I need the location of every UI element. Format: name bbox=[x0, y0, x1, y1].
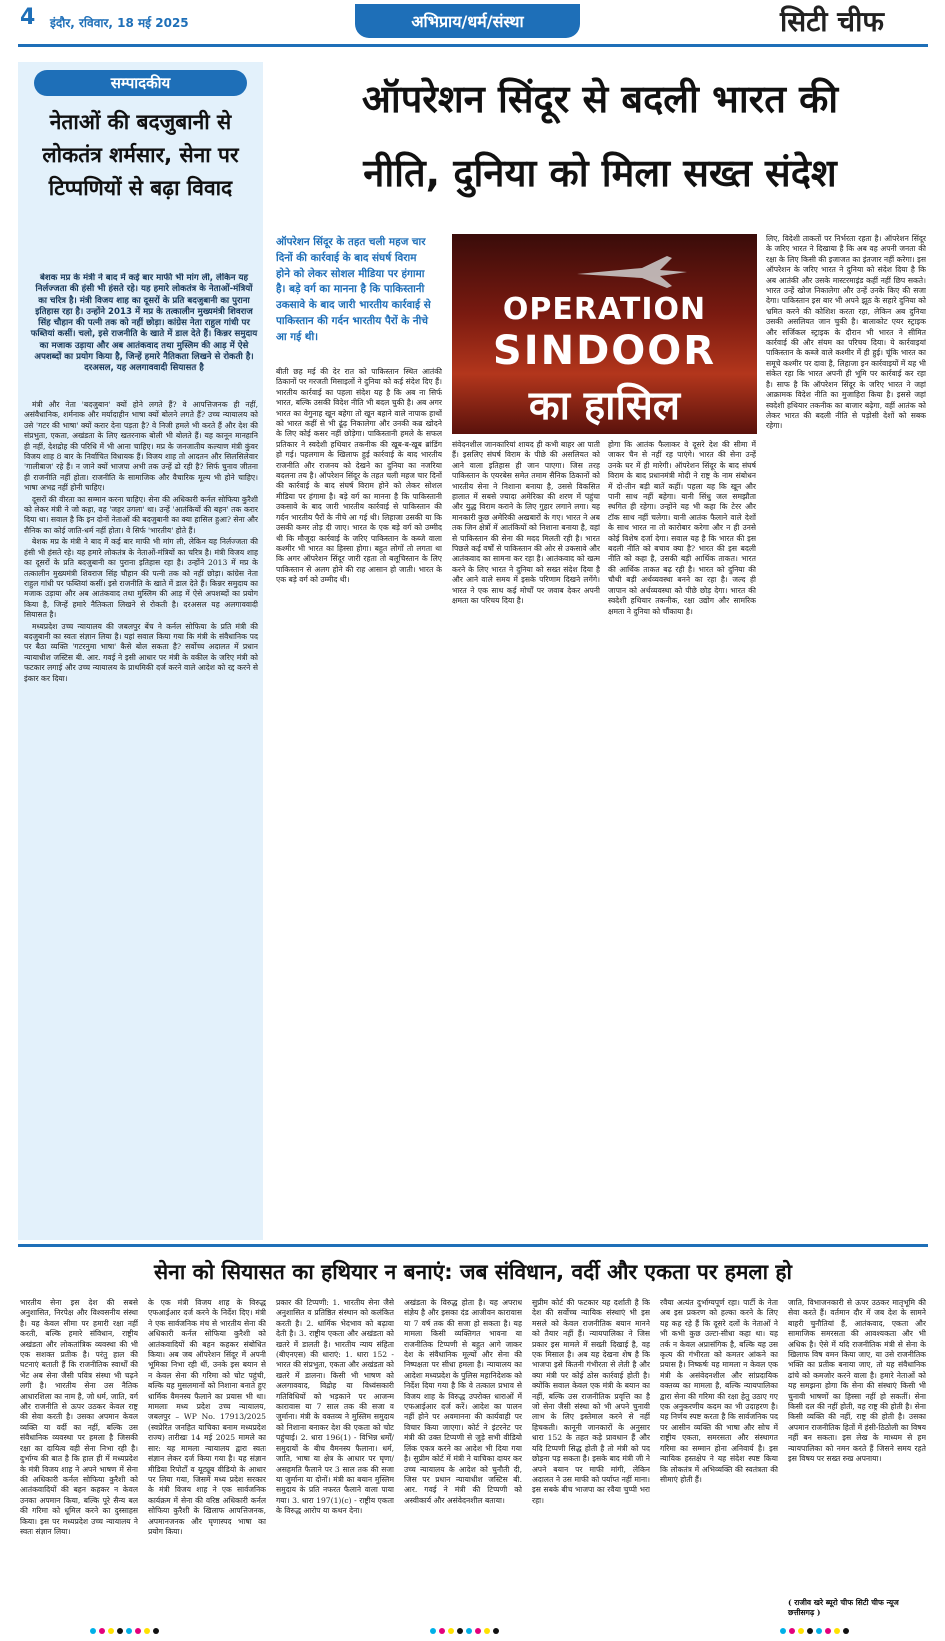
registration-dot bbox=[99, 1628, 105, 1634]
registration-dot bbox=[144, 1628, 150, 1634]
registration-dot bbox=[90, 1628, 96, 1634]
image-title-haasil: का हासिल bbox=[528, 383, 681, 429]
lead-column-2: संवेदनशील जानकारियां शायद ही कभी बाहर आ पाती हैं। इसलिए संघर्ष विराम के पीछे की असलियत को आने वाला इतिहास ही जान पाएगा। जिस तरह पाकिस्तान के एयरबेस समेत तमाम सैनिक ठिकानों को भारतीय सेना ने निशाना बनाया है, उससे विकसित हालात में सबसे ज्यादा अमेरिका की शरण में पहुंचा और युद्ध विराम कराने के लिए गुहार लगाने लगा। यह मानकारी कुछ अमेरिकी अखबारों के गए। भारत ने अब तक जिन क्षेत्रों में आतंकियों को निशाना बनाया है, वहां से पाकिस्तान की सेना की मदद मिलती रही है। भारत पिछले कई वर्षों से पाकिस्तान की ओर से उकसावे और आतंकवाद का सामना कर रहा है। आतंकवाद को खत्म करने के लिए भारत ने दुनिया को सख्त संदेश दिया है और आने वाले समय में इसके परिणाम दिखने लगेंगे। भारत ने एक साथ कई मोर्चों पर जवाब देकर अपनी क्षमता का परिचय दिया है। bbox=[452, 440, 600, 606]
bottom-column-7: जाति, विभाजनकारी से ऊपर उठकर मातृभूमि की सेवा करते हैं। वर्तमान दौर में जब देश के सामने बाहरी चुनौतियां हैं, आतंकवाद, एकता और सामाजिक समरसता की आवश्यकता और भी अधिक है। ऐसे में यदि राजनीतिक मंत्री से सेना के खिलाफ विष वमन किया जाए, या उसे राजनीतिक भक्ति का प्रतीक बनाया जाए, तो यह संवैधानिक ढांचे को कमजोर करने वाला है। हमारे नेताओं को यह समझना होगा कि सेना की संस्थाएं किसी भी चुनावी भाषणों का हिस्सा नहीं हो सकतीं। सेना किसी दल की नहीं होती, वह राष्ट्र की होती है। सेना किसी व्यक्ति की नहीं, राष्ट्र की होती है। उसका अपमान राजनीतिक हितों में हंसी-ठिठोली का विषय नहीं बन सकता। इस लेख के माध्यम से हम न्यायपालिका को नमन करते हैं जिसने समय रहते इस विषय पर सख्त रुख अपनाया। bbox=[788, 1298, 926, 1464]
page-header bbox=[0, 0, 945, 58]
lead-column-4: लिए, विदेशी ताकतों पर निर्भरता रहता है। ऑपरेशन सिंदूर के जरिए भारत ने दिखाया है कि अब वह अपनी जनता की रक्षा के लिए किसी की इजाजत का इंतजार नहीं करेगा। इस ऑपरेशन के जरिए भारत ने दुनिया को संदेश दिया है कि अब आतंकी और उसके मास्टरमाइंड कहीं नहीं छिप सकते। भारत उन्हें खोज निकालेगा और उन्हें उनके किए की सजा देगा। पाकिस्तान इस बार भी अपने झूठ के सहारे दुनिया को भ्रमित करने की कोशिश करता रहा, लेकिन अब दुनिया उसकी असलियत जान चुकी है। बालाकोट एयर स्ट्राइक और सर्जिकल स्ट्राइक के दौरान भी भारत ने सीमित कार्रवाई की और संयम का परिचय दिया। ये कार्रवाइयां पाकिस्तान के कब्जे वाले कश्मीर में ही हुई। चूंकि भारत का समूचे कश्मीर पर दावा है, लिहाजा इन कार्रवाइयों में यह भी संकेत रहा कि भारत अपनी ही भूमि पर कार्रवाई कर रहा है। साफ है कि ऑपरेशन सिंदूर के जरिए भारत ने जहां आक्रामक विदेश नीति का मुजाहिरा किया है। इससे जहां स्वदेशी हथियार तकनीक का बाजार बढ़ेगा, वहीं आतंक को लेकर भारत की बदली नीति से पड़ोसी देशों को सबक रहेगा। bbox=[766, 234, 926, 431]
registration-dot bbox=[493, 1628, 499, 1634]
fighter-jet-icon bbox=[572, 246, 692, 291]
registration-dot bbox=[448, 1628, 454, 1634]
bottom-column-4: अखंडता के विरुद्ध होता है। यह अपराध संज्ञेय है और इसका दंड आजीवन कारावास या 7 वर्ष तक की सजा हो सकता है। यह मामला किसी व्यक्तिगत भावना या राजनीतिक टिप्पणी से बहुत आगे जाकर देश के संवैधानिक मूल्यों और सेना की निष्पक्षता पर सीधा हमला है। न्यायालय का आदेशः मध्यप्रदेश के पुलिस महानिदेशक को निर्देश दिया गया है कि वे तत्काल प्रभाव से विजय शाह के विरुद्ध उपरोक्त धाराओं में एफआईआर दर्ज करें। आदेश का पालन नहीं होने पर अवमानना की कार्यवाही पर विचार किया जाएगा। कोर्ट ने इंटरनेट पर मंत्री की उक्त टिप्पणी से जुड़े सभी वीडियो लिंक एकत्र करने का आदेश भी दिया गया है। सुप्रीम कोर्ट में मंत्री ने याचिका दायर कर उच्च न्यायालय के आदेश को चुनौती दी, जिस पर प्रधान न्यायाधीश जस्टिस बी. आर. गवई ने मंत्री की टिप्पणी को अस्वीकार्य और असंवेदनशील बताया। bbox=[404, 1298, 522, 1505]
bottom-headline: सेना को सियासत का हथियार न बनाएं: जब संविधान, वर्दी और एकता पर हमला हो bbox=[153, 1260, 793, 1284]
lead-headline-line1: ऑपरेशन सिंदूर से बदली भारत की bbox=[361, 77, 839, 121]
section-label bbox=[355, 4, 580, 38]
editorial-paragraph: मंत्री और नेता 'बदजुबान' क्यों होने लगते हैं? वे आपत्तिजनक ही नहीं, असंवैधानिक, शर्मनाक और मर्यादाहीन भाषा क्यों बोलने लगते हैं? उच्च न्यायालय को उसे 'गटर की भाषा' क्यों करार देना पड़ता है? वे निजी हमले भी करते हैं और देश की संप्रभुता, एकता, अखंडता के लिए खतरनाक बोली भी बोलते हैं। यह कानून मानहानि ही नहीं, देशद्रोह की परिधि में भी आना चाहिए। मप्र के जनजातीय कल्याण मंत्री कुंवर विजय शाह 8 बार के निर्वाचित विधायक हैं। विजय शाह तो आदतन और सिलसिलेवार 'गालीबाज' रहे हैं। न जाने क्यों भाजपा अभी तक उन्हें ढो रही है? सिर्फ चुनाव जीतना ही राजनीति नहीं होता। राजनीति के सामाजिक और वैचारिक मूल्य भी होने चाहिए। भाषा अभद्र नहीं होनी चाहिए। bbox=[24, 400, 258, 493]
editorial-intro: बेशक मप्र के मंत्री ने बाद में कई बार माफी भी मांग ली, लेकिन यह निर्लज्जता की हंसी भी हंसते रहे। यह हमारे लोकतंत्र के नेताओं-मंत्रियों का चरित्र है। मंत्री विजय शाह का दूसरों के प्रति बदजुबानी का पुराना इतिहास रहा है। उन्होंने 2013 में मप्र के तत्कालीन मुख्यमंत्री शिवराज सिंह चौहान की पत्नी तक को नहीं छोड़ा। कांग्रेस नेता राहुल गांधी पर फब्तियां कसीं। चलो, इसे राजनीति के खाते में डाल देते हैं। किन्नर समुदाय का मजाक उड़ाया और अब आतंकवाद तथा मुस्लिम की आड़ में ऐसे अपशब्दों का प्रयोग किया है, जिन्हें हमारे नैतिकता लिखने से रोकती है। दरअसल, यह अलगाववादी सियासत है bbox=[30, 273, 258, 374]
page-date: इंदौर, रविवार, 18 मई 2025 bbox=[50, 16, 189, 30]
bottom-column-6: रवैया अत्यंत दुर्भाग्यपूर्ण रहा। पार्टी के नेता अब इस प्रकरण को हल्का करने के लिए यह कह रहे हैं कि दूसरे दलों के नेताओं ने भी कभी कुछ उल्टा-सीधा कहा था। यह तर्क न केवल अप्रासंगिक है, बल्कि यह उस कृत्य की गंभीरता को कमतर आंकने का प्रयास है। निष्कर्षः यह मामला न केवल एक मंत्री के असंवेदनशील और सांप्रदायिक वक्तव्य का मामला है, बल्कि न्यायपालिका द्वारा सेना की गरिमा की रक्षा हेतु उठाए गए एक अनुकरणीय कदम का भी उदाहरण है। यह निर्णय स्पष्ट करता है कि सार्वजनिक पद पर आसीन व्यक्ति की भाषा और सोच में राष्ट्रीय एकता, समरसता और संस्थागत गरिमा का सम्मान होना अनिवार्य है। इस न्यायिक हस्तक्षेप ने यह संदेश स्पष्ट किया कि लोकतंत्र में अभिव्यक्ति की स्वतंत्रता की सीमाएं होती हैं। bbox=[660, 1298, 778, 1484]
editorial-label bbox=[34, 70, 247, 96]
bottom-column-5: सुप्रीम कोर्ट की फटकार यह दर्शाती है कि देश की सर्वोच्च न्यायिक संस्थाएं भी इस मसले को केवल राजनीतिक बयान मानने को तैयार नहीं हैं। न्यायपालिका ने जिस प्रकार इस मामले में सख्ती दिखाई है, वह एक मिसाल है। अब यह देखना शेष है कि भाजपा इसे कितनी गंभीरता से लेती है और क्या मंत्री पर कोई ठोस कार्रवाई होती है। क्योंकि सवाल केवल एक मंत्री के बयान का नहीं, बल्कि उस राजनीतिक प्रवृत्ति का है जो सेना जैसी संस्था को भी अपने चुनावी लाभ के लिए इस्तेमाल करने से नहीं हिचकती। कानूनी जानकारों के अनुसार धारा 152 के तहत कड़े प्रावधान हैं और यदि टिप्पणी सिद्ध होती है तो मंत्री को पद छोड़ना पड़ सकता है। इसके बाद मंत्री जी ने अपने बयान पर माफी मांगी, लेकिन अदालत ने उस माफी को पर्याप्त नहीं माना। इस सबके बीच भाजपा का रवैया चुप्पी भरा रहा। bbox=[532, 1298, 650, 1505]
registration-dot bbox=[780, 1628, 786, 1634]
registration-dot bbox=[834, 1628, 840, 1634]
registration-dot bbox=[439, 1628, 445, 1634]
editorial-paragraph: मध्यप्रदेश उच्च न्यायालय की जबलपुर बेंच ने कर्नल सोफिया के प्रति मंत्री की बदजुबानी का स्वतः संज्ञान लिया है। यहां सवाल किया गया कि मंत्री के संवैधानिक पद पर बैठा व्यक्ति 'गटरनुमा भाषा' कैसे बोल सकता है? सर्वोच्च अदालत में प्रधान न्यायाधीश जस्टिस बी. आर. गवई ने इसी आधार पर मंत्री के वकील के जरिए मंत्री को फटकार लगाई और उच्च न्यायालय के प्राथमिकी दर्ज करने वाले आदेश को रद्द करने से इंकार कर दिया। bbox=[24, 621, 258, 683]
lead-column-1: बीती छह मई की देर रात को पाकिस्तान स्थित आतंकी ठिकानों पर गरजती मिसाइलों ने दुनिया को कई संदेश दिए हैं। भारतीय कार्रवाई का पहला संदेश यह है कि अब ना सिर्फ भारत, बल्कि उसकी विदेश नीति भी बदल चुकी है। अब अगर भारत का वेगुनाह खून बहेगा तो खून बहाने वाले नापाक हाथों को भारत कहीं से भी ढूंढ़ निकालेगा और उनकी कब्र खोदने के लिए कोई कसर नहीं छोड़ेगा। पाकिस्तानी हमले के सफल प्रतिकार ने स्वदेशी हथियार तकनीक की खूब-ब-खूब ब्रांडिंग हो गई। पहलगाम के खिलाफ हुई कार्रवाई के बाद भारतीय राजनीति और राजनय को देखने का दुनिया का नजरिया बदलना तय है। ऑपरेशन सिंदूर के तहत चली महज चार दिनों की कार्रवाई के बाद संघर्ष विराम होने को लेकर सोशल मीडिया पर हंगामा है। बड़े वर्ग का मानना है कि पाकिस्तानी उकसावे के बाद जारी भारतीय कार्रवाई से पाकिस्तान की गर्दन भारतीय पैरों के नीचे आ गई थी। लिहाजा उसकी या कि उसकी कमर तोड़ दी जाए। भारत के एक बड़े वर्ग को उम्मीद थी कि मौजूदा कार्रवाई के जरिए पाकिस्तान के कब्जे वाला कश्मीर भी भारत का हिस्सा होगा। बहुत लोगों तो लगता था कि अगर ऑपरेशन सिंदूर जारी रहता तो बलूचिस्तान के लिए पाकिस्तान से अलग होने की राह आसान हो जाती। भारत के एक बड़े वर्ग को उम्मीद थी। bbox=[276, 367, 442, 585]
registration-dot bbox=[789, 1628, 795, 1634]
registration-dot bbox=[108, 1628, 114, 1634]
registration-dot bbox=[457, 1628, 463, 1634]
registration-dots-center bbox=[430, 1628, 499, 1634]
editorial-label-text: सम्पादकीय bbox=[110, 74, 171, 92]
registration-dot bbox=[798, 1628, 804, 1634]
registration-dot bbox=[466, 1628, 472, 1634]
footer bbox=[0, 1624, 945, 1641]
bottom-column-2: के एक मंत्री विजय शाह के विरुद्ध एफआईआर दर्ज करने के निर्देश दिए। मंत्री ने एक सार्वजनिक मंच से भारतीय सेना की अधिकारी कर्नल सोफिया कुरैशी को आतंकवादियों की बहन कहकर संबोधित किया। अब जब ऑपरेशन सिंदूर में अपनी भूमिका निभा रही थीं, उनके इस बयान से न केवल सेना की गरिमा को चोट पहुंची, बल्कि यह मुसलमानों को निशाना बनाते हुए धार्मिक वैमनस्य फैलाने का प्रयास भी था। मामलाः मध्य प्रदेश उच्च न्यायालय, जबलपुर – WP No. 17913/2025 (स्वप्रेरित जनहित याचिका बनाम मध्यप्रदेश राज्य) तारीखः 14 मई 2025 मामले का सार: यह मामला न्यायालय द्वारा स्वतः संज्ञान लेकर दर्ज किया गया है। यह संज्ञान मीडिया रिपोर्टों व यूट्यूब वीडियो के आधार पर लिया गया, जिसमें मध्य प्रदेश सरकार के मंत्री विजय शाह ने एक सार्वजनिक कार्यक्रम में सेना की वरिष्ठ अधिकारी कर्नल सोफिया कुरैशी के खिलाफ आपत्तिजनक, अपमानजनक और घृणास्पद भाषा का प्रयोग किया। bbox=[148, 1298, 266, 1536]
registration-dot bbox=[117, 1628, 123, 1634]
registration-dot bbox=[126, 1628, 132, 1634]
registration-dot bbox=[135, 1628, 141, 1634]
registration-dot bbox=[843, 1628, 849, 1634]
page-number: 4 bbox=[20, 5, 36, 30]
operation-sindoor-image bbox=[452, 234, 757, 434]
registration-dot bbox=[825, 1628, 831, 1634]
bottom-column-3: प्रकार की टिप्पणी: 1. भारतीय सेना जैसे अनुशासित व प्रतिष्ठित संस्थान को कलंकित करती है। 2. धार्मिक भेदभाव को बढ़ावा देती है। 3. राष्ट्रीय एकता और अखंडता को खतरे में डालती है। भारतीय न्याय संहिता (बीएनएस) की धाराएं: 1. धारा 152 - भारत की संप्रभुता, एकता और अखंडता को खतरे में डालना। किसी भी भाषण को अलगाववाद, विद्रोह या विध्वंसकारी गतिविधियों को भड़काने पर आजन्म कारावास या 7 साल तक की सजा व जुर्माना। मंत्री के वक्तव्य ने मुस्लिम समुदाय को निशाना बनाकर देश की एकता को चोट पहुंचाई। 2. धारा 196(1) - विभिन्न धर्मों/समुदायों के बीच वैमनस्य फैलाना। धर्म, जाति, भाषा या क्षेत्र के आधार पर घृणा/असहमति फैलाने पर 3 साल तक की सजा या जुर्माना या दोनों। मंत्री का बयान मुस्लिम समुदाय के प्रति नफरत फैलाने वाला पाया गया। 3. धारा 197(1)(c) - राष्ट्रीय एकता के विरुद्ध आरोप या कथन देना। bbox=[276, 1298, 394, 1516]
lead-column-3: होगा कि आतंक फैलाकर वे दूसरे देश की सीमा में जाकर चैन से नहीं रह पाएंगे। भारत की सेना उन्हें उनके घर में ही मारेगी। ऑपरेशन सिंदूर के बाद संघर्ष विराम के बाद प्रधानमंत्री मोदी ने राष्ट्र के नाम संबोधन में दो-तीन बड़ी बातें कहीं। पहला यह कि खून और पानी साथ नहीं बहेगा। यानी सिंधु जल समझौता स्थगित ही रहेगा। उन्होंने यह भी कहा कि टेरर और टॉक साथ नहीं चलेगा। यानी आतंक फैलाने वाले देशों के साथ भारत ना तो कारोबार करेगा और न ही उनसे कोई विशेष दर्जा देगा। सवाल यह है कि भारत की इस बदली नीति को बचाव क्या है? भारत की इस बदली नीति को कहा है, उसकी बड़ी आर्थिक ताकत। भारत की आर्थिक ताकत बढ़ रही है। भारत को दुनिया की चौथी बड़ी अर्थव्यवस्था बनने का रहा है। जल्द ही जापान को अर्थव्यवस्था को पीछे छोड़ देगा। भारत की स्वदेशी हथियार तकनीक, रक्षा उद्योग और सामरिक क्षमता ने दुनिया को चौंकाया है। bbox=[608, 440, 756, 616]
registration-dot bbox=[430, 1628, 436, 1634]
registration-dots-right bbox=[780, 1628, 849, 1634]
header-rule bbox=[18, 44, 928, 47]
lead-headline-line2: नीति, दुनिया को मिला सख्त संदेश bbox=[363, 151, 837, 195]
registration-dots-left bbox=[90, 1628, 159, 1634]
section-label-text: अभिप्राय/धर्म/संस्था bbox=[411, 12, 524, 31]
image-title-sindoor: SINDOOR bbox=[492, 328, 717, 374]
image-title-operation: OPERATION bbox=[502, 292, 707, 327]
editorial-headline: नेताओं की बदजुबानी से लोकतंत्र शर्मसार, सेना पर टिप्पणियों से बढ़ा विवाद bbox=[42, 110, 239, 200]
editorial-paragraph: दूसरों की वीरता का सम्मान करना चाहिए। सेना की अधिकारी कर्नल सोफिया कुरैशी को लेकर मंत्री ने जो कहा, वह 'जहर उगला' था। उन्हें 'आतंकियों की बहन' तक करार दिया था। सवाल है कि इन दोनों नेताओं की बदजुबानी का क्या हासिल हुआ? सेना और सैनिक का कोई जाति-धर्म नहीं होता। वे सिर्फ 'भारतीय' होते हैं। bbox=[24, 494, 258, 535]
lead-headline bbox=[272, 62, 928, 234]
bottom-rule bbox=[18, 1244, 928, 1247]
bottom-column-1: भारतीय सेना इस देश की सबसे अनुशासित, निरपेक्ष और विश्वसनीय संस्था है। यह केवल सीमा पर हमारी रक्षा नहीं करती, बल्कि हमारे संविधान, राष्ट्रीय अखंडता और लोकतांत्रिक व्यवस्था की भी एक सशक्त प्रतीक है। परंतु हाल की घटनाएं बताती हैं कि राजनीतिक स्वार्थों की भेंट अब सेना जैसी पवित्र संस्था भी चढ़ने लगी है। भारतीय सेना उस नैतिक आधारशिला का नाम है, जो धर्म, जाति, वर्ग और राजनीति से ऊपर उठकर केवल राष्ट्र की सेवा करती है। उसका अपमान केवल व्यक्ति या वर्दी का नहीं, बल्कि उस संवैधानिक व्यवस्था पर हमला है जिसकी रक्षा का दायित्व वही सेना निभा रही है। दुर्भाग्य की बात है कि हाल ही में मध्यप्रदेश के मंत्री विजय शाह ने अपने भाषण में सेना की अधिकारी कर्नल सोफिया कुरैशी को आतंकवादियों की बहन कहकर न केवल उनका अपमान किया, बल्कि पूरे सैन्य बल की गरिमा को धूमिल करने का दुस्साहस किया। इस पर मध्यप्रदेश उच्च न्यायालय ने स्वतः संज्ञान लिया। bbox=[20, 1298, 138, 1536]
registration-dot bbox=[484, 1628, 490, 1634]
editorial-paragraph: बेशक मप्र के मंत्री ने बाद में कई बार माफी भी मांग ली, लेकिन यह निर्लज्जता की हंसी भी हंसते रहे। यह हमारे लोकतंत्र के नेताओं-मंत्रियों का चरित्र है। मंत्री विजय शाह का दूसरों के प्रति बदजुबानी का पुराना इतिहास रहा है। उन्होंने 2013 में मप्र के तत्कालीन मुख्यमंत्री शिवराज सिंह चौहान की पत्नी तक को नहीं छोड़ा। कांग्रेस नेता राहुल गांधी पर फब्तियां कसीं। इसे राजनीति के खाते में डाल देते हैं। किन्नर समुदाय का मजाक उड़ाया और अब आतंकवाद तथा मुस्लिम की आड़ में ऐसे अपशब्दों का प्रयोग किया है, जिन्हें हमारे नैतिकता लिखने से रोकती है। दरअसल यह अलगाववादी सियासत है। bbox=[24, 537, 258, 620]
lead-standfirst: ऑपरेशन सिंदूर के तहत चली महज चार दिनों की कार्रवाई के बाद संघर्ष विराम होने को लेकर सोशल मीडिया पर हंगामा है। बड़े वर्ग का मानना है कि पाकिस्तानी उकसावे के बाद जारी भारतीय कार्रवाई से पाकिस्तान की गर्दन भारतीय पैरों के नीचे आ गई थी। bbox=[276, 236, 431, 343]
registration-dot bbox=[475, 1628, 481, 1634]
editorial-body bbox=[24, 400, 258, 1234]
registration-dot bbox=[153, 1628, 159, 1634]
bottom-byline: ( राजीव खरे ब्यूरो चीफ सिटी चीफ न्यूज छत्तीसगढ़ ) bbox=[788, 1598, 899, 1618]
brand-logo: सिटी चीफ bbox=[780, 5, 884, 38]
registration-dot bbox=[807, 1628, 813, 1634]
registration-dot bbox=[816, 1628, 822, 1634]
